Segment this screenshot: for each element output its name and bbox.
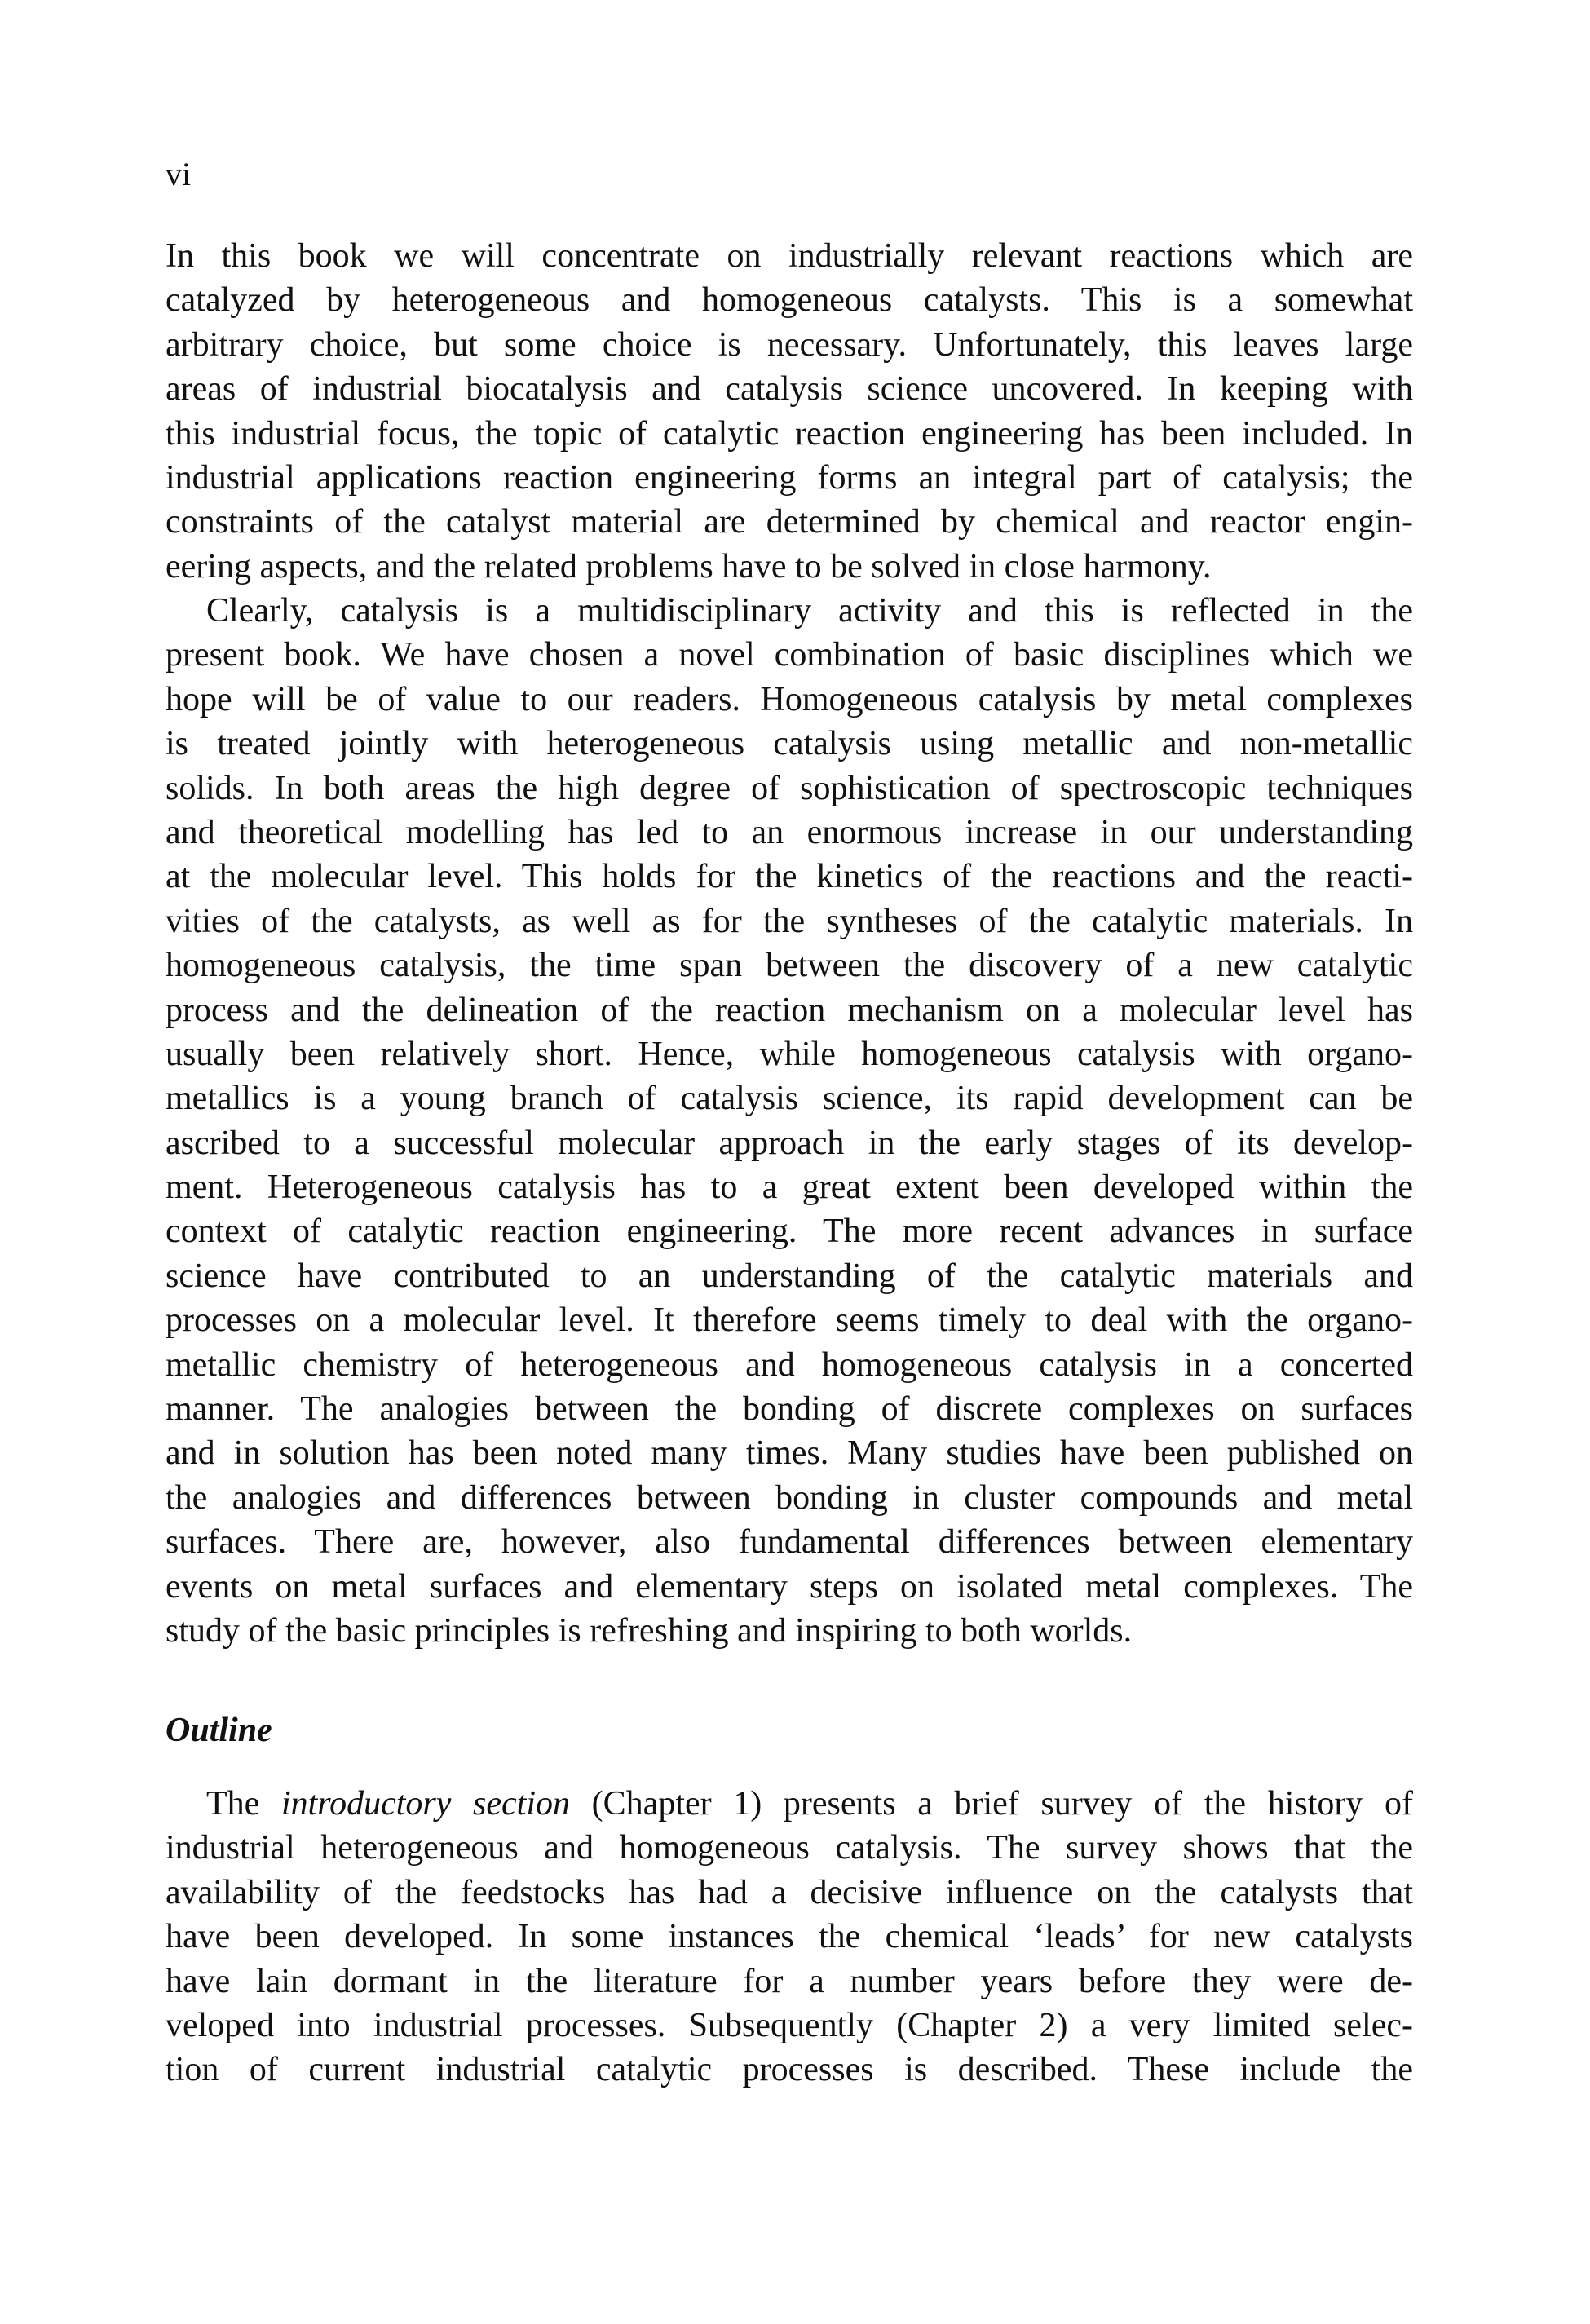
- text-line: Clearly, catalysis is a multidisciplinary activity and this is reflected in the: [206, 592, 1413, 630]
- text-fragment: (Chapter 1) presents a brief survey of the history of: [570, 1785, 1414, 1823]
- text-line: availability of the feedstocks has had a decisive influence on the catalysts that: [166, 1873, 1413, 1911]
- text-line: homogeneous catalysis, the time span between the discovery of a new catalytic: [166, 947, 1413, 985]
- text-line: at the molecular level. This holds for the kinetics of the reactions and the reacti-: [166, 858, 1413, 896]
- paragraph: [166, 1782, 1413, 2092]
- text-line: tion of current industrial catalytic processes is described. These include the: [166, 2051, 1413, 2089]
- text-line: industrial heterogeneous and homogeneous catalysis. The survey shows that the: [166, 1829, 1413, 1867]
- text-line: arbitrary choice, but some choice is necessary. Unfortunately, this leaves large: [166, 325, 1413, 364]
- text-line: [166, 1782, 1413, 1826]
- text-line: and in solution has been noted many times. Many studies have been published on: [166, 1434, 1413, 1473]
- text-line: catalyzed by heterogeneous and homogeneous catalysts. This is a somewhat: [166, 281, 1413, 320]
- text-line: this industrial focus, the topic of catalytic reaction engineering has been included. In: [166, 414, 1413, 453]
- text-line: process and the delineation of the reaction mechanism on a molecular level has: [166, 991, 1413, 1029]
- paragraph-outline: [166, 1782, 1413, 2092]
- text-line: vities of the catalysts, as well as for the syntheses of the catalytic materials. In: [166, 902, 1413, 940]
- text-line: surfaces. There are, however, also fundamental differences between elementary: [166, 1523, 1413, 1562]
- text-line: metallic chemistry of heterogeneous and homogeneous catalysis in a concerted: [166, 1345, 1413, 1384]
- text-line: hope will be of value to our readers. Homogeneous catalysis by metal complexes: [166, 680, 1413, 718]
- paragraph-disciplines: [166, 589, 1413, 1653]
- text-line: eering aspects, and the related problems have to be solved in close harmony.: [166, 547, 1212, 585]
- text-line: present book. We have chosen a novel combination of basic disciplines which we: [166, 636, 1413, 674]
- paragraph: [166, 234, 1413, 589]
- paragraph-intro: [166, 234, 1413, 589]
- italic-term: introductory section: [280, 1785, 571, 1823]
- text-line: areas of industrial biocatalysis and catalysis science uncovered. In keeping with: [166, 370, 1413, 409]
- text-line: study of the basic principles is refreshing and inspiring to both worlds.: [166, 1611, 1133, 1650]
- text-line: ment. Heterogeneous catalysis has to a great extent been developed within the: [166, 1169, 1413, 1207]
- text-line: In this book we will concentrate on industrially relevant reactions which are: [166, 237, 1413, 275]
- text-line: solids. In both areas the high degree of sophistication of spectroscopic techniques: [166, 769, 1413, 807]
- text-line: processes on a molecular level. It therefore seems timely to deal with the organo-: [166, 1301, 1413, 1340]
- text-line: science have contributed to an understanding of the catalytic materials and: [166, 1257, 1413, 1295]
- paragraph: [166, 589, 1413, 1653]
- text-line: usually been relatively short. Hence, while homogeneous catalysis with organo-: [166, 1035, 1413, 1073]
- text-line: the analogies and differences between bonding in cluster compounds and metal: [166, 1478, 1413, 1517]
- section-heading: Outline: [166, 1712, 272, 1749]
- text-line: ascribed to a successful molecular approach in the early stages of its develop-: [166, 1124, 1413, 1162]
- text-line: metallics is a young branch of catalysis science, its rapid development can be: [166, 1080, 1413, 1118]
- text-line: manner. The analogies between the bonding of discrete complexes on surfaces: [166, 1390, 1413, 1429]
- text-line: industrial applications reaction engineering forms an integral part of catalysis; the: [166, 458, 1413, 497]
- text-fragment: The: [206, 1785, 281, 1823]
- text-line: and theoretical modelling has led to an enormous increase in our understanding: [166, 813, 1413, 851]
- text-line: events on metal surfaces and elementary steps on isolated metal complexes. The: [166, 1567, 1413, 1606]
- text-line: veloped into industrial processes. Subsequently (Chapter 2) a very limited selec-: [166, 2006, 1413, 2044]
- text-line: have been developed. In some instances the chemical ‘leads’ for new catalysts: [166, 1918, 1413, 1956]
- page-number: vi: [166, 156, 192, 192]
- text-line: is treated jointly with heterogeneous catalysis using metallic and non-metallic: [166, 725, 1413, 763]
- text-line: context of catalytic reaction engineering. The more recent advances in surface: [166, 1213, 1413, 1251]
- text-line: constraints of the catalyst material are determined by chemical and reactor engin-: [166, 503, 1413, 541]
- text-line: have lain dormant in the literature for a number years before they were de-: [166, 1962, 1413, 2000]
